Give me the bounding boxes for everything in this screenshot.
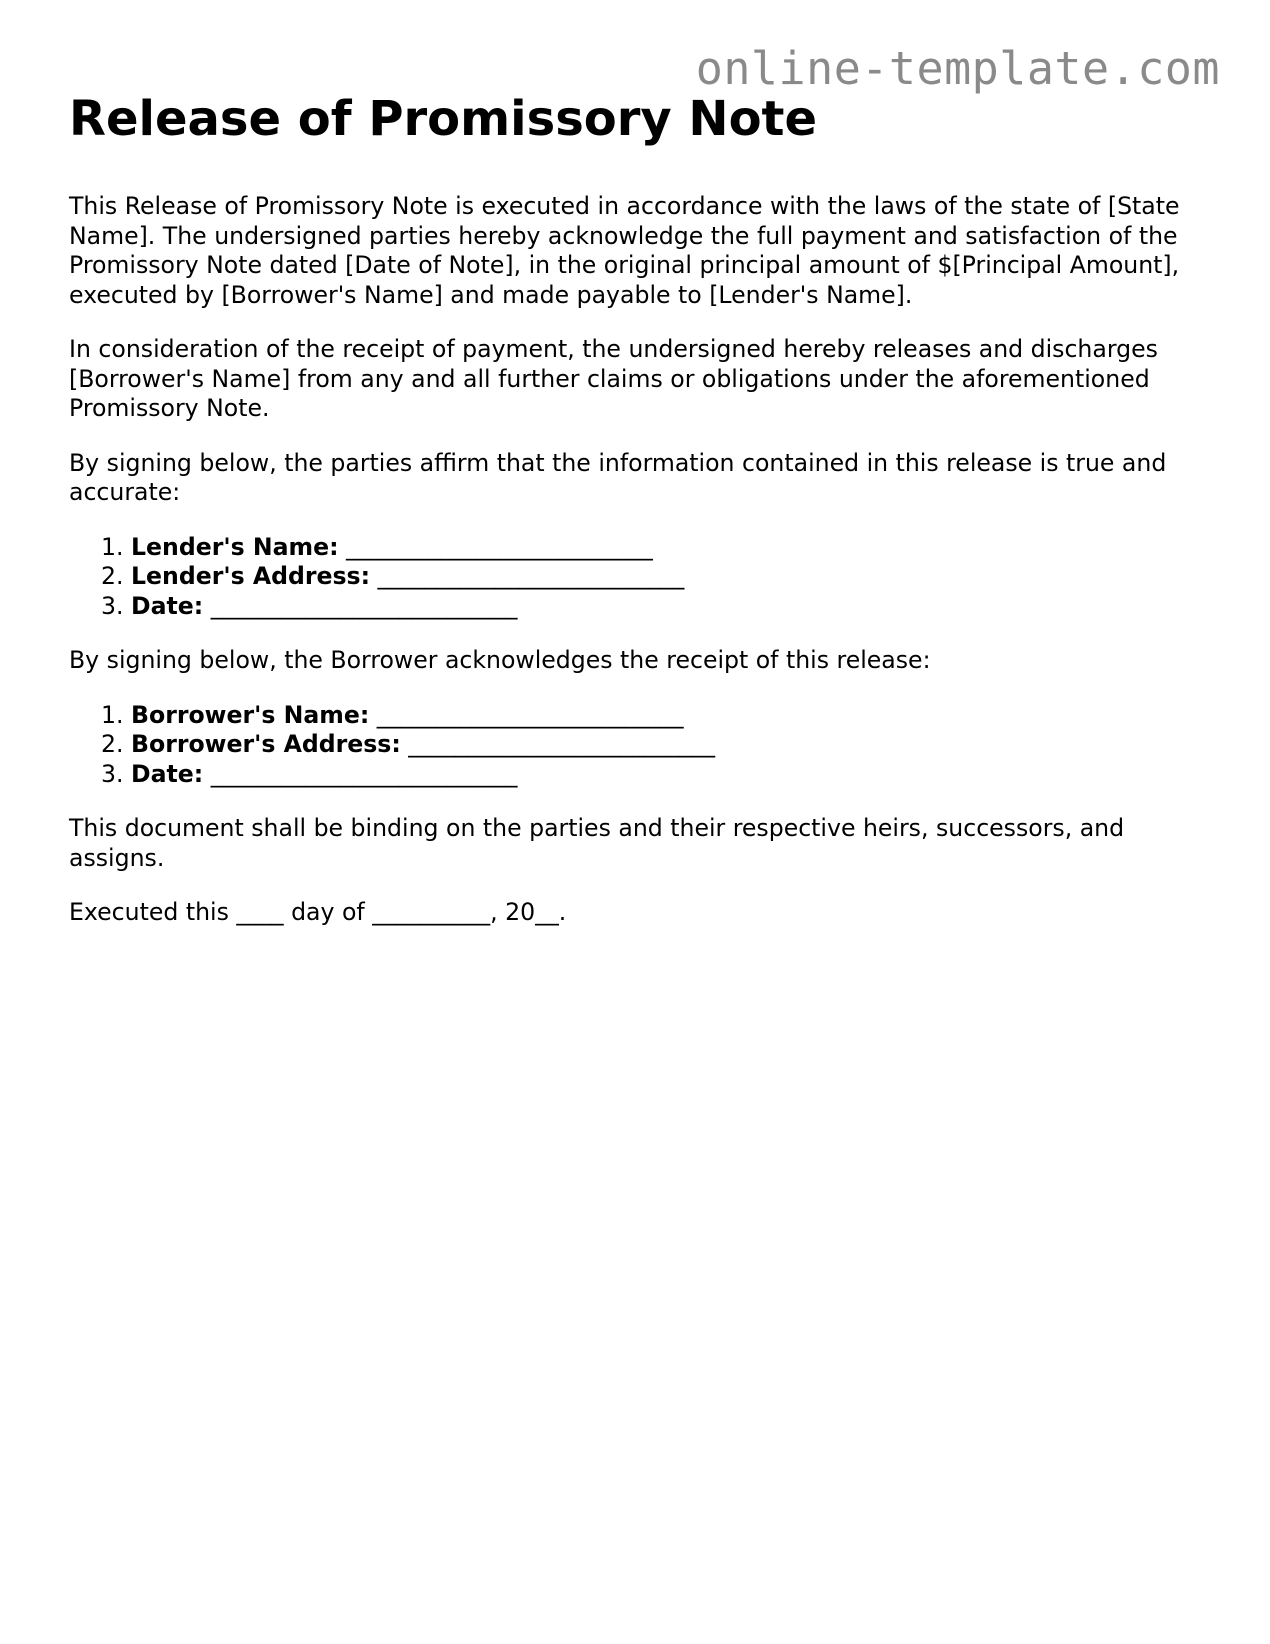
executed-line: Executed this ____ day of __________, 20__.: [69, 898, 567, 926]
field-label: Borrower's Address:: [131, 730, 401, 758]
field-blank: __________________________: [210, 591, 518, 620]
field-blank: __________________________: [346, 532, 653, 561]
binding-paragraph: This document shall be binding on the parties and their respective heirs, successors, and assigns.: [69, 814, 1125, 872]
field-label: Date:: [131, 759, 204, 788]
borrower-name-field: [131, 701, 1189, 731]
lender-date-field: [131, 592, 1189, 622]
field-label: Date:: [131, 591, 204, 620]
field-blank: __________________________: [377, 562, 685, 590]
field-label: Lender's Address:: [131, 562, 371, 590]
intro-paragraph: This Release of Promissory Note is executed in accordance with the laws of the state of [State Name]. The undersigned parties hereby acknowledge the full payment and satisfaction of the Promissory Note dated [Date of Note], in the original principal amount of $[Principal Amount], executed by [Borrower's Name] and made payable to [Lender's Name].: [69, 192, 1180, 309]
borrower-address-field: [131, 730, 1189, 760]
document-title: Release of Promissory Note: [69, 91, 818, 147]
document-page: [69, 86, 1189, 953]
watermark: online-template.com: [695, 42, 1220, 95]
field-label: Borrower's Name:: [131, 700, 370, 729]
consideration-paragraph: In consideration of the receipt of payment, the undersigned hereby releases and discharges [Borrower's Name] from any and all further claims or obligations under the aforementioned Promissory Note.: [69, 335, 1158, 422]
lender-address-field: [131, 562, 1189, 592]
field-label: Lender's Name:: [131, 532, 339, 561]
borrower-ack-paragraph: By signing below, the Borrower acknowledges the receipt of this release:: [69, 646, 931, 674]
field-blank: __________________________: [376, 700, 684, 729]
lender-name-field: [131, 533, 1189, 563]
lender-fields-list: [69, 533, 1189, 622]
borrower-fields-list: [69, 701, 1189, 790]
borrower-date-field: [131, 760, 1189, 790]
lender-affirm-paragraph: By signing below, the parties affirm that the information contained in this release is true and accurate:: [69, 448, 1167, 506]
field-blank: __________________________: [210, 759, 518, 788]
field-blank: __________________________: [408, 730, 716, 758]
